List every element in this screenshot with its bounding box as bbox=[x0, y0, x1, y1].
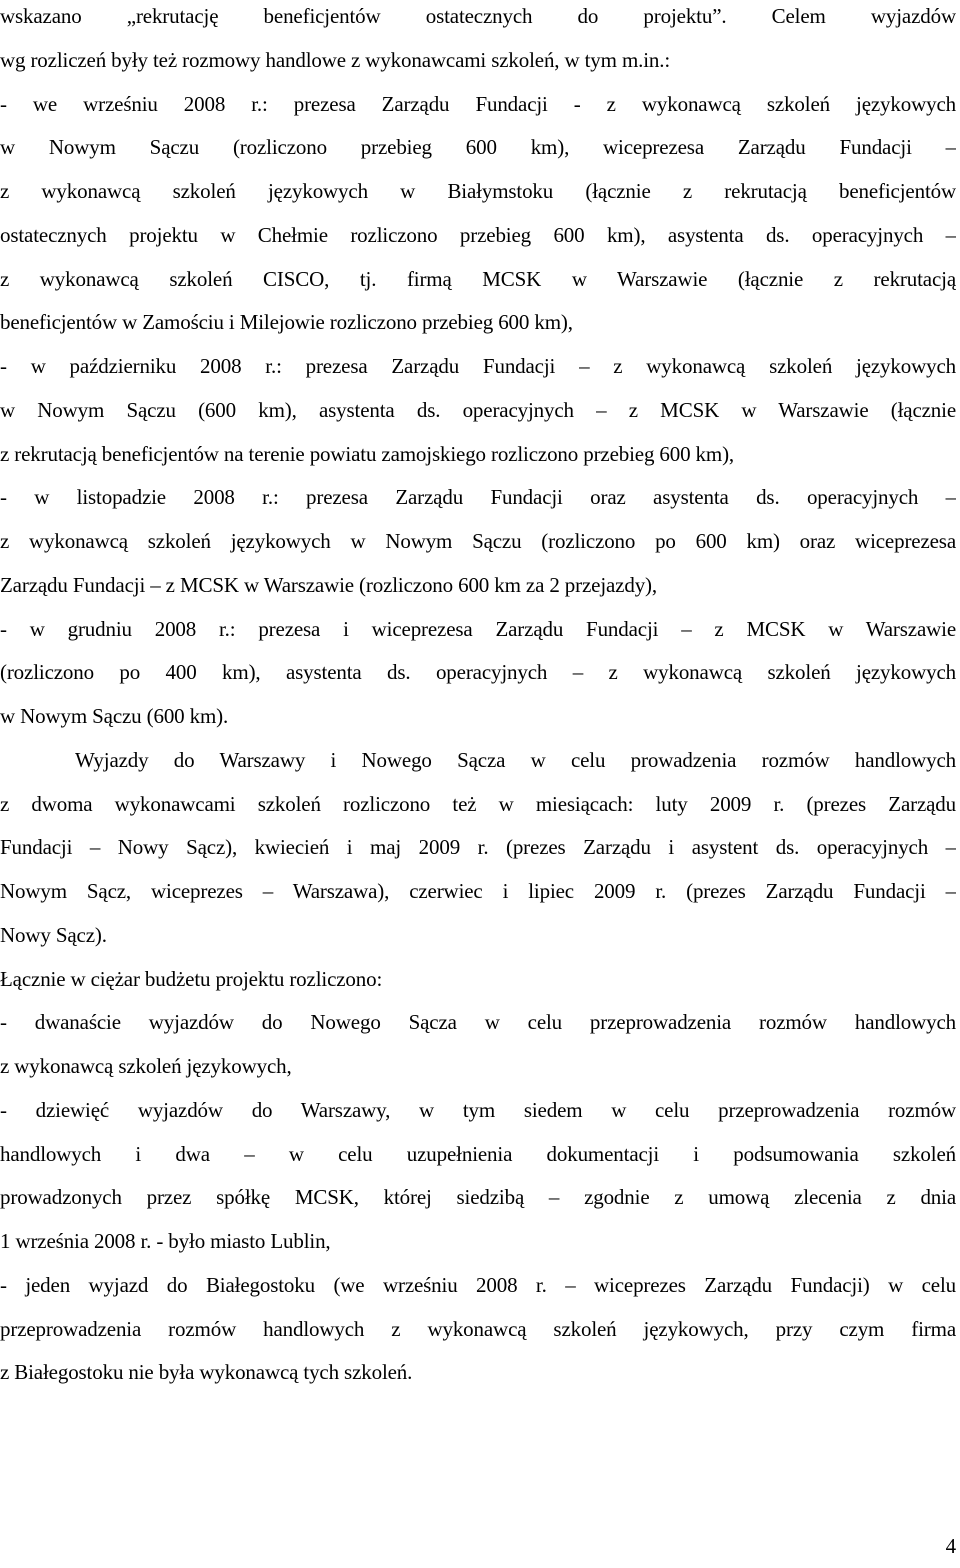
text-line: przeprowadzenia rozmów handlowych z wykonawcą szkoleń językowych, przy czym firma bbox=[0, 1316, 956, 1341]
text-line: z wykonawcą szkoleń CISCO, tj. firmą MCSK w Warszawie (łącznie z rekrutacją bbox=[0, 266, 956, 291]
text-line: z wykonawcą szkoleń językowych w Nowym Sączu (rozliczono po 600 km) oraz wiceprezesa bbox=[0, 529, 956, 553]
text-line: w Nowym Sączu (600 km), asystenta ds. operacyjnych – z MCSK w Warszawie (łącznie bbox=[0, 397, 956, 422]
text-line: - w październiku 2008 r.: prezesa Zarządu Fundacji – z wykonawcą szkoleń językowych bbox=[0, 354, 956, 378]
text-line: - w listopadzie 2008 r.: prezesa Zarządu Fundacji oraz asystenta ds. operacyjnych – bbox=[0, 485, 956, 510]
text-line: - dwanaście wyjazdów do Nowego Sącza w celu przeprowadzenia rozmów handlowych bbox=[0, 1010, 956, 1035]
text-line: z dwoma wykonawcami szkoleń rozliczono też w miesiącach: luty 2009 r. (prezes Zarządu bbox=[0, 791, 956, 816]
text-line: Nowy Sącz). bbox=[0, 922, 107, 947]
text-line: z wykonawcą szkoleń językowych w Białymstoku (łącznie z rekrutacją beneficjentów bbox=[0, 179, 956, 203]
text-line: z wykonawcą szkoleń językowych, bbox=[0, 1054, 292, 1078]
text-line: Fundacji – Nowy Sącz), kwiecień i maj 2009 r. (prezes Zarządu i asystent ds. operacyjnych – bbox=[0, 835, 956, 860]
text-line: - w grudniu 2008 r.: prezesa i wiceprezesa Zarządu Fundacji – z MCSK w Warszawie bbox=[0, 616, 956, 641]
text-line: Łącznie w ciężar budżetu projektu rozliczono: bbox=[0, 966, 383, 991]
text-line: beneficjentów w Zamościu i Milejowie rozliczono przebieg 600 km), bbox=[0, 310, 573, 335]
text-line: - we wrześniu 2008 r.: prezesa Zarządu Fundacji - z wykonawcą szkoleń językowych bbox=[0, 91, 956, 116]
text-line: w Nowym Sączu (rozliczono przebieg 600 km), wiceprezesa Zarządu Fundacji – bbox=[0, 135, 956, 160]
text-line: w Nowym Sączu (600 km). bbox=[0, 704, 229, 728]
page-number: 4 bbox=[945, 1534, 956, 1558]
text-line: - dziewięć wyjazdów do Warszawy, w tym siedem w celu przeprowadzenia rozmów bbox=[0, 1097, 956, 1122]
text-line: Wyjazdy do Warszawy i Nowego Sącza w celu prowadzenia rozmów handlowych bbox=[75, 747, 956, 772]
text-line: z rekrutacją beneficjentów na terenie powiatu zamojskiego rozliczono przebieg 600 km), bbox=[0, 441, 735, 466]
text-line: wg rozliczeń były też rozmowy handlowe z wykonawcami szkoleń, w tym m.in.: bbox=[0, 47, 671, 72]
text-line: z Białegostoku nie była wykonawcą tych szkoleń. bbox=[0, 1360, 413, 1385]
text-line: wskazano „rekrutację beneficjentów ostatecznych do projektu”. Celem wyjazdów bbox=[0, 4, 956, 28]
text-line: handlowych i dwa – w celu uzupełnienia dokumentacji i podsumowania szkoleń bbox=[0, 1141, 956, 1166]
text-line: ostatecznych projektu w Chełmie rozliczono przebieg 600 km), asystenta ds. operacyjnych – bbox=[0, 222, 956, 247]
text-line: 1 września 2008 r. - było miasto Lublin, bbox=[0, 1229, 331, 1253]
text-line: Nowym Sącz, wiceprezes – Warszawa), czerwiec i lipiec 2009 r. (prezes Zarządu Fundacji – bbox=[0, 879, 956, 903]
text-line: - jeden wyjazd do Białegostoku (we wrześniu 2008 r. – wiceprezes Zarządu Fundacji) w celu bbox=[0, 1272, 956, 1297]
text-line: prowadzonych przez spółkę MCSK, której siedzibą – zgodnie z umową zlecenia z dnia bbox=[0, 1185, 956, 1210]
text-line: (rozliczono po 400 km), asystenta ds. operacyjnych – z wykonawcą szkoleń językowych bbox=[0, 660, 956, 685]
text-line: Zarządu Fundacji – z MCSK w Warszawie (rozliczono 600 km za 2 przejazdy), bbox=[0, 572, 657, 597]
